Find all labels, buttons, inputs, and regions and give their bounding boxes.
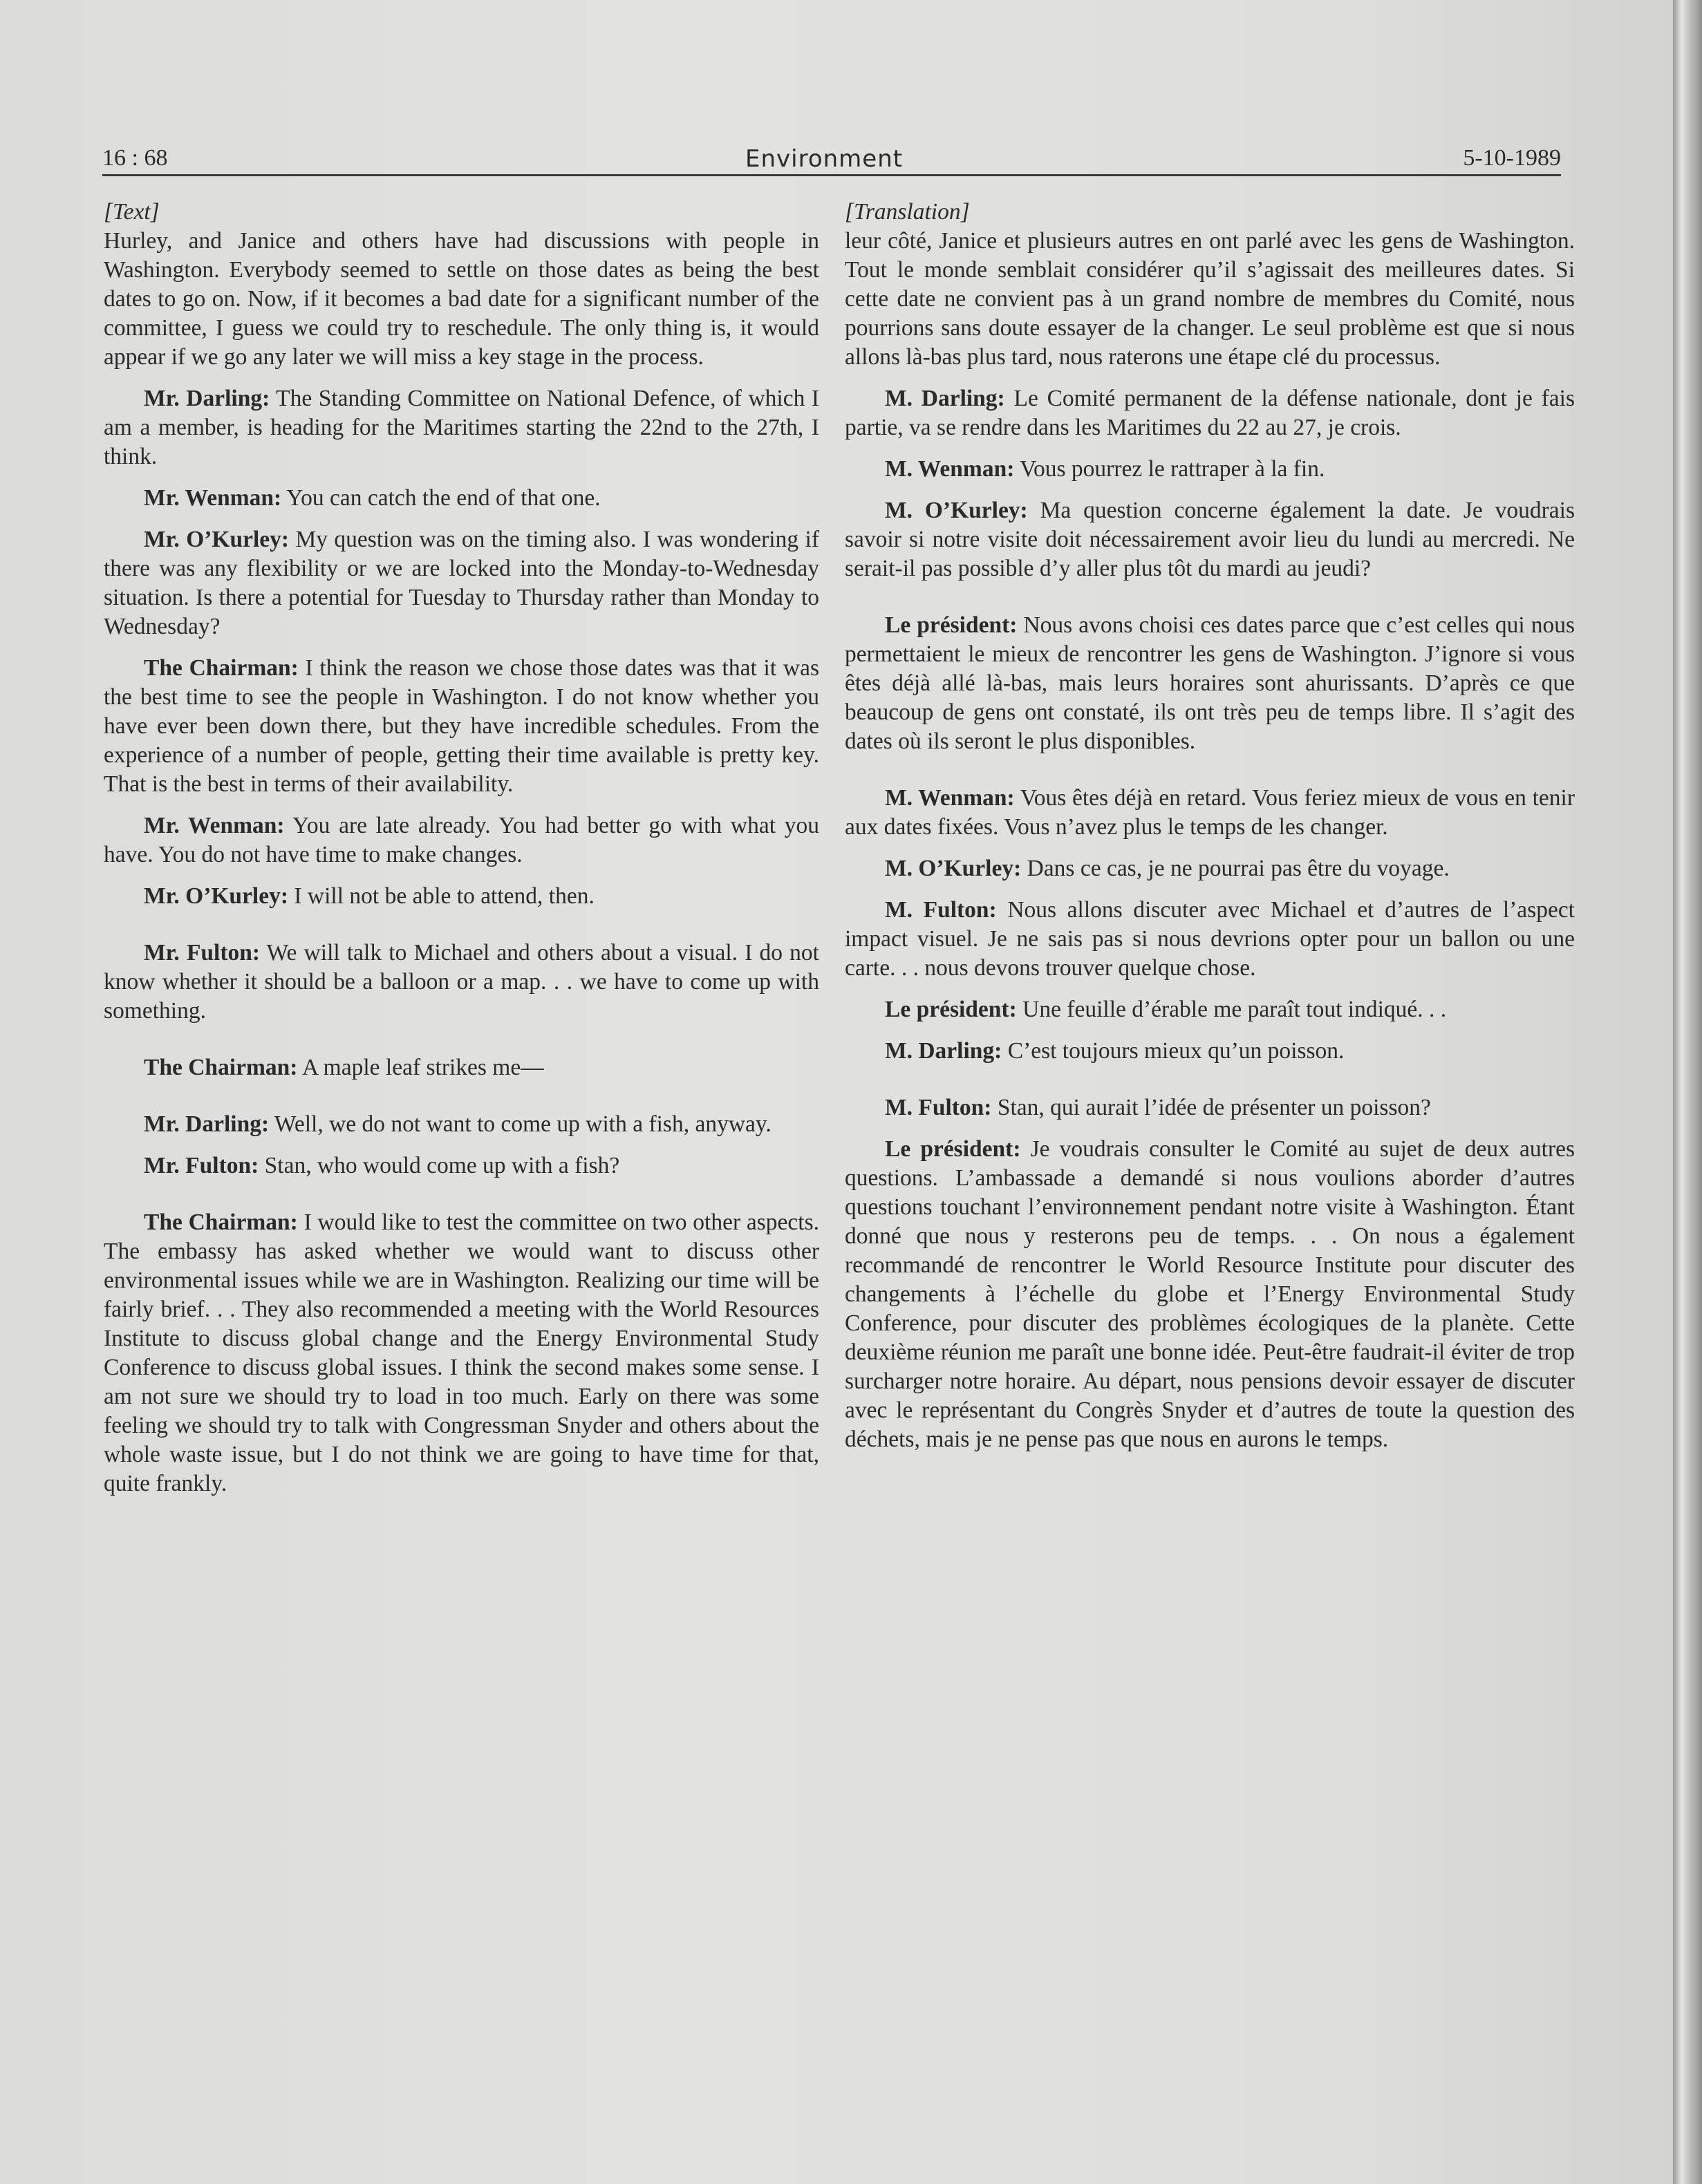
speaker-name: Mr. O’Kurley:: [144, 527, 290, 552]
speech-text: Je voudrais consulter le Comité au sujet de deux autres questions. L’ambassade a demandé si nous voulions aborder d’autres questions touchant l’environnement pendant notre visite à Washington. Étant donné que nous y resterons peu de temps. . . On nous a également recommandé de rencontrer le World Resource Institute pour discuter des changements à l’échelle du globe et l’Energy Environmental Study Conference, pour discuter des problèmes écologiques de la planète. Cette deuxième réunion me paraît une bonne idée. Peut-être faudrait-il éviter de trop surcharger notre horaire. Au départ, nous pensions devoir essayer de discuter avec le représentant du Congrès Snyder et d’autres de toute la question des déchets, mais je ne pense pas que nous en aurons le temps.: [845, 1136, 1575, 1452]
speaker-name: Mr. Fulton:: [144, 940, 261, 966]
speech-text: You can catch the end of that one.: [281, 485, 601, 511]
speech-text: I would like to test the committee on two other aspects. The embassy has asked whether we would want to discuss other environmental issues while we are in Washington. Realizing our time will be fairly brief. . . They also recommended a meeting with the World Resources Institute to discuss global change and the Energy Environmental Study Conference to discuss global issues. I think the second makes some sense. I am not sure we should try to load in too much. Early on there was some feeling we should try to talk with Congressman Snyder and others about the whole waste issue, but I do not think we are going to have time for that, quite frankly.: [104, 1209, 819, 1496]
speaker-name: Mr. Wenman:: [144, 485, 282, 511]
transcript-paragraph: [104, 1110, 819, 1139]
speaker-name: M. Darling:: [885, 1038, 1002, 1064]
transcript-paragraph: [845, 854, 1575, 883]
speech-text: The Standing Committee on National Defence, of which I am a member, is heading for the Maritimes starting the 22nd to the 27th, I think.: [104, 386, 819, 469]
speech-text: Stan, who would come up with a fish?: [259, 1153, 620, 1178]
speech-text: Le Comité permanent de la défense nationale, dont je fais partie, va se rendre dans les Maritimes du 22 au 27, je crois.: [845, 386, 1575, 440]
speech-text: My question was on the timing also. I was wondering if there was any flexibility or we are locked into the Monday-to-Wednesday situation. Is there a potential for Tuesday to Thursday rather than Monday to Wednesday?: [104, 527, 819, 639]
transcript-paragraph: [845, 611, 1575, 756]
speech-text: C’est toujours mieux qu’un poisson.: [1002, 1038, 1345, 1064]
speech-text: You are late already. You had better go with what you have. You do not have time to make changes.: [104, 813, 819, 867]
speech-text: Well, we do not want to come up with a fish, anyway.: [269, 1111, 771, 1137]
speech-text: I think the reason we chose those dates was that it was the best time to see the people in Washington. I do not know whether you have ever been down there, but they have incredible schedules. From the experience of a number of people, getting their time available is pretty key. That is the best in terms of their availability.: [104, 655, 819, 797]
transcript-paragraph: [104, 1151, 819, 1180]
speech-text: Nous allons discuter avec Michael et d’autres de l’aspect impact visuel. Je ne sais pas si nous devrions opter pour un ballon ou une carte. . . nous devons trouver quelque chose.: [845, 897, 1575, 981]
transcript-paragraph: [104, 1208, 819, 1498]
speaker-name: Mr. Wenman:: [144, 813, 285, 838]
speaker-name: M. O’Kurley:: [885, 856, 1022, 881]
transcript-paragraph: [104, 227, 819, 372]
transcript-paragraph: [104, 882, 819, 911]
speech-text: Vous pourrez le rattraper à la fin.: [1014, 456, 1325, 482]
transcript-paragraph: [104, 1053, 819, 1082]
speech-text: Nous avons choisi ces dates parce que c’est celles qui nous permettaient le mieux de rencontrer les gens de Washington. J’ignore si vous êtes déjà allé là-bas, mais leurs horaires sont ahurissants. D’après ce que beaucoup de gens ont constaté, ils ont très peu de temps libre. Il s’agit des dates où ils seront le plus disponibles.: [845, 612, 1575, 754]
text-marker: [Text]: [104, 199, 160, 225]
transcript-paragraph: [845, 1037, 1575, 1066]
speech-text: Dans ce cas, je ne pourrai pas être du voyage.: [1021, 856, 1450, 881]
speech-text: leur côté, Janice et plusieurs autres en ont parlé avec les gens de Washington. Tout le monde semblait considérer qu’il s’agissait des meilleures dates. Si cette date ne convient pas à un grand nombre de membres du Comité, nous pourrions sans doute essayer de la changer. Le seul problème est que si nous allons là-bas plus tard, nous raterons une étape clé du processus.: [845, 228, 1575, 370]
speech-text: A maple leaf strikes me—: [297, 1055, 544, 1080]
speaker-name: Le président:: [885, 997, 1017, 1022]
speaker-name: Mr. Fulton:: [144, 1153, 259, 1178]
speaker-name: Mr. Darling:: [144, 386, 270, 411]
page-number: 16 : 68: [102, 145, 168, 171]
speaker-name: Le président:: [885, 612, 1018, 638]
speaker-name: M. Fulton:: [885, 897, 997, 923]
transcript-paragraph: [845, 995, 1575, 1024]
speaker-name: M. Darling:: [885, 386, 1005, 411]
speaker-name: Mr. O’Kurley:: [144, 883, 289, 909]
transcript-paragraph: [104, 654, 819, 799]
speech-text: Stan, qui aurait l’idée de présenter un poisson?: [991, 1095, 1431, 1120]
speech-text: I will not be able to attend, then.: [288, 883, 595, 909]
speech-text: Une feuille d’érable me paraît tout indiqué. . .: [1016, 997, 1447, 1022]
page-header: [102, 138, 1561, 176]
transcript-paragraph: [104, 811, 819, 869]
transcript-paragraph: [845, 896, 1575, 983]
speech-text: Ma question concerne également la date. Je voudrais savoir si notre visite doit nécessairement avoir lieu du lundi au mercredi. Ne serait-il pas possible d’y aller plus tôt du mardi au jeudi?: [845, 498, 1575, 581]
transcript-paragraph: [104, 939, 819, 1026]
transcript-paragraph: [104, 384, 819, 471]
transcript-paragraph: [104, 484, 819, 513]
committee-title: Environment: [745, 145, 904, 173]
translation-marker: [Translation]: [845, 199, 970, 225]
speaker-name: Le président:: [885, 1136, 1021, 1162]
page-date: 5-10-1989: [1463, 145, 1561, 171]
transcript-paragraph: [104, 525, 819, 641]
speaker-name: M. Fulton:: [885, 1095, 992, 1120]
transcript-paragraph: [845, 227, 1575, 372]
page-binding-edge: [1673, 0, 1702, 2184]
transcript-paragraph: [845, 1135, 1575, 1454]
speaker-name: M. Wenman:: [885, 456, 1015, 482]
speaker-name: The Chairman:: [144, 655, 299, 681]
french-column: [845, 198, 1575, 1454]
transcript-paragraph: [845, 784, 1575, 842]
speaker-name: M. Wenman:: [885, 785, 1015, 811]
speaker-name: Mr. Darling:: [144, 1111, 270, 1137]
speech-text: Hurley, and Janice and others have had discussions with people in Washington. Everybody seemed to settle on those dates as being the best dates to go on. Now, if it becomes a bad date for a significant number of the committee, I guess we could try to reschedule. The only thing is, it would appear if we go any later we will miss a key stage in the process.: [104, 228, 819, 370]
speaker-name: M. O’Kurley:: [885, 498, 1028, 523]
transcript-paragraph: [845, 496, 1575, 583]
speech-text: Vous êtes déjà en retard. Vous feriez mieux de vous en tenir aux dates fixées. Vous n’avez plus le temps de les changer.: [845, 785, 1575, 840]
transcript-paragraph: [845, 1093, 1575, 1122]
english-column: [104, 198, 819, 1498]
speaker-name: The Chairman:: [144, 1209, 298, 1235]
transcript-paragraph: [845, 455, 1575, 484]
transcript-paragraph: [845, 384, 1575, 442]
speech-text: We will talk to Michael and others about a visual. I do not know whether it should be a balloon or a map. . . we have to come up with something.: [104, 940, 819, 1024]
speaker-name: The Chairman:: [144, 1055, 298, 1080]
